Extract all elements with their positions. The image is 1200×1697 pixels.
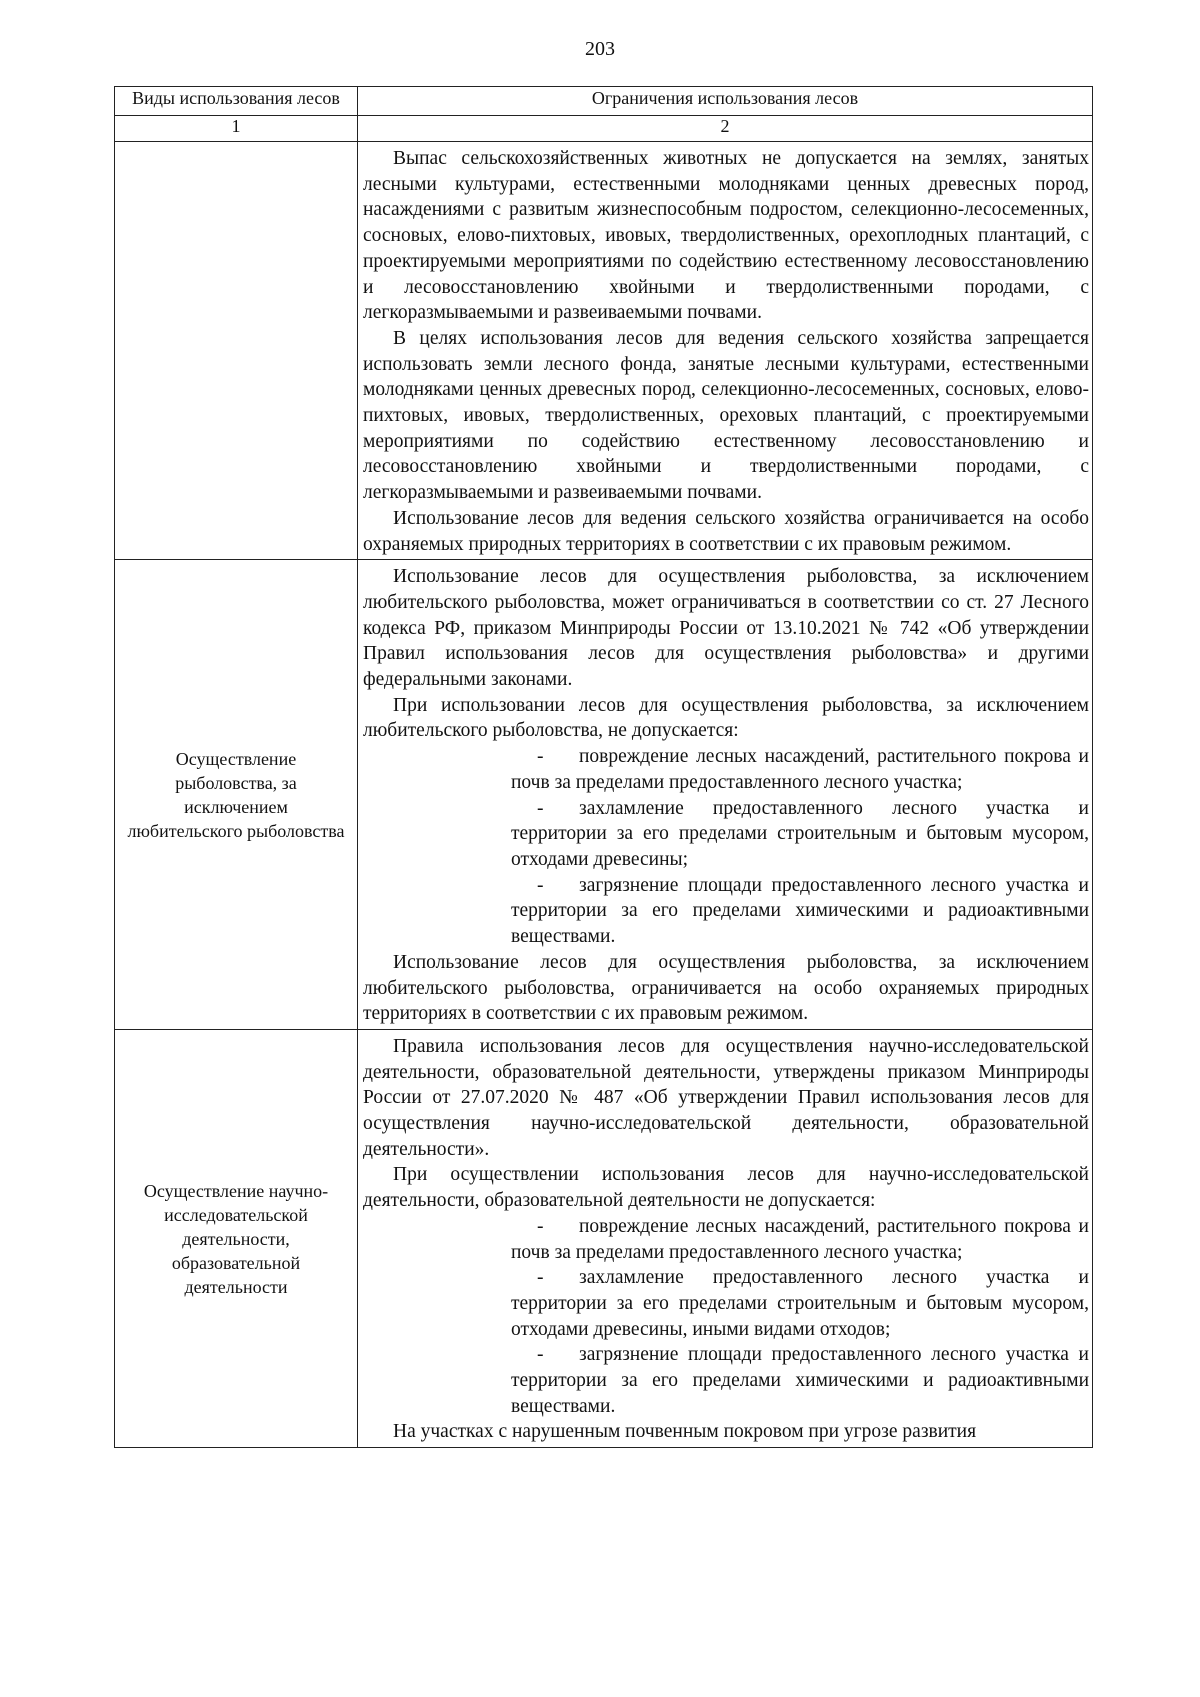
restriction-bullet-item (511, 796, 1089, 873)
restriction-bullet-item (511, 1342, 1089, 1419)
restrictions-cell (358, 142, 1093, 560)
restriction-bullet-item (511, 873, 1089, 950)
forest-use-type-cell: Осуществление научно-исследовательской деятельности, образовательной деятельности (115, 1029, 358, 1447)
restriction-paragraph: На участках с нарушенным почвенным покровом при угрозе развития (393, 1421, 977, 1443)
bullet-text: загрязнение площади предоставленного лесного участка и территории за его пределами химическими и радиоактивными веществами. (511, 874, 1089, 948)
restriction-bullet-item (511, 744, 1089, 795)
restrictions-cell (358, 1029, 1093, 1447)
bullet-text: повреждение лесных насаждений, растительного покрова и почв за пределами предоставленного лесного участка; (511, 1215, 1089, 1263)
bullet-marker: - (537, 1344, 544, 1366)
restriction-paragraph: Выпас сельскохозяйственных животных не допускается на землях, занятых лесными культурами, естественными молодняками ценных древесных пород, насаждениями с развитым жизнеспособным подростом, селекционно-лесосеменных, сосновых, елово-пихтовых, ивовых, твердолиственных, орехоплодных плантаций, с проектируемыми мероприятиями по содействию естественному лесовосстановлению и лесовосстановлению хвойными и твердолиственными породами, с легкоразмываемыми и развеиваемыми почвами. (363, 148, 1089, 324)
table-row (115, 142, 1093, 560)
column-number-row (115, 116, 1093, 142)
restriction-paragraph: В целях использования лесов для ведения сельского хозяйства запрещается использовать земли лесного фонда, занятые лесными культурами, естественными молодняками ценных древесных пород, селекционно-лесосеменных, сосновых, елово-пихтовых, ивовых, твердолиственных, ореховых плантаций, с проектируемыми мероприятиями по содействию естественному лесовосстановлению и лесовосстановлению хвойными и твердолиственными породами, с легкоразмываемыми и развеиваемыми почвами. (363, 327, 1089, 504)
bullet-marker: - (537, 1267, 544, 1289)
bullet-marker: - (537, 1215, 544, 1237)
restriction-paragraph: Использование лесов для осуществления рыболовства, за исключением любительского рыболовства, может ограничиваться в соответствии со ст. 27 Лесного кодекса РФ, приказом Минприроды России от 13.10.2021 № 742 «Об утверждении Правил использования лесов для осуществления рыболовства» и другими федеральными законами. (363, 566, 1089, 691)
forest-use-type-cell (115, 142, 358, 560)
page-number: 203 (585, 38, 615, 60)
table-row (115, 560, 1093, 1030)
restriction-paragraph: При осуществлении использования лесов для научно-исследовательской деятельности, образовательной деятельности не допускается: (363, 1164, 1089, 1212)
restriction-paragraph: Правила использования лесов для осуществления научно-исследовательской деятельности, образовательной деятельности, утверждены приказом Минприроды России от 27.07.2020 № 487 «Об утверждении Правил использования лесов для осуществления научно-исследовательской деятельности, образовательной деятельности». (363, 1035, 1089, 1160)
bullet-marker: - (537, 746, 544, 768)
column-number-2: 2 (358, 116, 1093, 142)
restriction-paragraph: Использование лесов для ведения сельского хозяйства ограничивается на особо охраняемых природных территориях в соответствии с их правовым режимом. (363, 507, 1089, 555)
bullet-marker: - (537, 874, 544, 896)
bullet-text: захламление предоставленного лесного участка и территории за его пределами строительным и бытовым мусором, отходами древесины, иными видами отходов; (511, 1267, 1089, 1340)
restriction-bullet-item (511, 1214, 1089, 1265)
header-forest-use-restrictions: Ограничения использования лесов (358, 87, 1093, 116)
restriction-paragraph: Использование лесов для осуществления рыболовства, за исключением любительского рыболовства, ограничивается на особо охраняемых природных территориях в соответствии с их правовым режимом. (363, 951, 1089, 1025)
bullet-text: загрязнение площади предоставленного лесного участка и территории за его пределами химическими и радиоактивными веществами. (511, 1344, 1089, 1417)
table-header-row (115, 87, 1093, 116)
header-forest-use-types: Виды использования лесов (115, 87, 358, 116)
column-number-1: 1 (115, 116, 358, 142)
forest-use-restrictions-table (114, 86, 1093, 1448)
restriction-paragraph: При использовании лесов для осуществления рыболовства, за исключением любительского рыболовства, не допускается: (363, 694, 1089, 742)
bullet-text: повреждение лесных насаждений, растительного покрова и почв за пределами предоставленного лесного участка; (511, 746, 1089, 793)
restrictions-cell (358, 560, 1093, 1030)
bullet-text: захламление предоставленного лесного участка и территории за его пределами строительным и бытовым мусором, отходами древесины; (511, 797, 1089, 870)
bullet-marker: - (537, 797, 544, 819)
forest-use-type-cell: Осуществление рыболовства, за исключением любительского рыболовства (115, 560, 358, 1030)
table-row (115, 1029, 1093, 1447)
restriction-bullet-item (511, 1265, 1089, 1342)
